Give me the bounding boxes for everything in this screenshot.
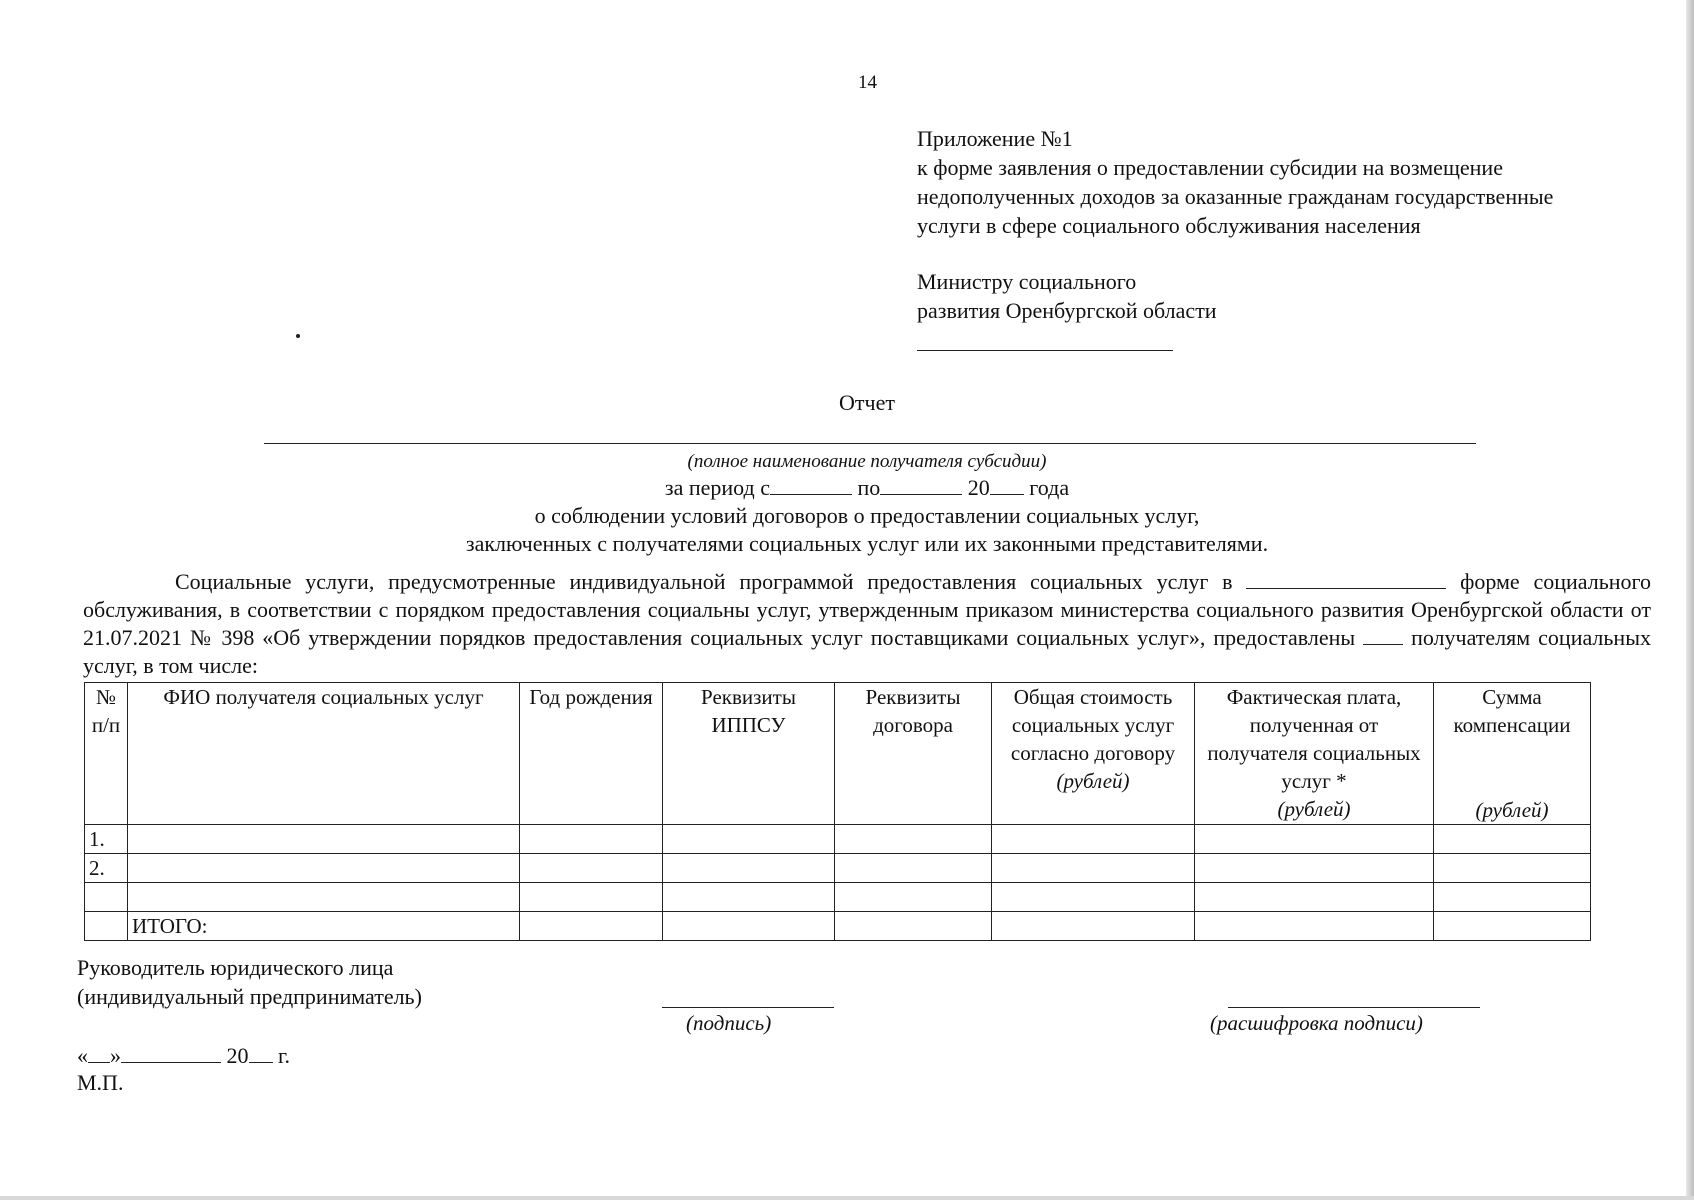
table-row — [85, 854, 1591, 883]
recipients-count-blank — [1363, 626, 1403, 645]
organization-name-blank — [264, 443, 1476, 444]
col-header-birth-year: Год рождения — [520, 683, 663, 825]
signature-blank — [662, 1007, 834, 1008]
unit-label: (рублей) — [1475, 798, 1549, 822]
col-header-actual-payment: Фактическая плата, полученная от получателя социальных услуг * (рублей) — [1195, 683, 1434, 825]
cell-fio — [128, 883, 520, 912]
organization-caption: (полное наименование получателя субсидии) — [687, 451, 1047, 472]
month-blank — [121, 1044, 221, 1063]
cell-compensation — [1434, 854, 1591, 883]
cell-contract — [835, 825, 992, 854]
cell-fio — [128, 854, 520, 883]
cell-compensation — [1434, 883, 1591, 912]
cell-actual-payment — [1195, 912, 1434, 941]
subject-line-1: о соблюдении условий договоров о предоставлении социальных услуг, — [534, 503, 1200, 528]
signer-line-2: (индивидуальный предприниматель) — [77, 984, 422, 1009]
cell-birth-year — [520, 854, 663, 883]
scan-speck — [296, 334, 300, 338]
cell-birth-year — [520, 912, 663, 941]
appendix-line: услуги в сфере социального обслуживания населения — [917, 213, 1421, 238]
body-paragraph: Социальные услуги, предусмотренные индивидуальной программой предоставления социальных услуг в форме социального обслуживания, в соответствии с порядком предоставления социальны услуг, утвержденным приказом министерства социального развития Оренбургской области от 21.07.2021 № 398 «Об утверждении порядков предоставления социальных услуг поставщиками социальных услуг», предоставлены получателям социальных услуг, в том числе: — [83, 569, 1651, 678]
cell-compensation — [1434, 825, 1591, 854]
col-header-num: № п/п — [85, 683, 128, 825]
cell-ippsu — [663, 854, 835, 883]
signature-caption: (подпись) — [686, 1011, 772, 1035]
cell-ippsu — [663, 912, 835, 941]
unit-label: (рублей) — [1056, 769, 1130, 793]
cell-empty — [85, 912, 128, 941]
recipient-line-1: Министру социального — [917, 269, 1137, 294]
cell-total-cost — [992, 883, 1195, 912]
cell-contract — [835, 912, 992, 941]
col-header-ippsu: Реквизиты ИППСУ — [663, 683, 835, 825]
cell-fio — [128, 825, 520, 854]
cell-total-cost — [992, 912, 1195, 941]
col-header-total-cost: Общая стоимость социальных услуг согласно договору (рублей) — [992, 683, 1195, 825]
unit-label: (рублей) — [1277, 797, 1351, 821]
cell-total-cost — [992, 854, 1195, 883]
period-to-blank — [880, 476, 962, 495]
row-number — [85, 883, 128, 912]
appendix-line: к форме заявления о предоставлении субсидии на возмещение — [917, 155, 1503, 180]
page-number: 14 — [858, 72, 877, 93]
services-table — [84, 682, 1591, 941]
cell-compensation — [1434, 912, 1591, 941]
date-line: « » 20 г. — [77, 1043, 291, 1068]
scan-edge-bottom — [0, 1196, 1694, 1200]
report-title: Отчет — [839, 390, 895, 415]
appendix-line: недополученных доходов за оказанные гражданам государственные — [917, 184, 1554, 209]
stamp-label: М.П. — [77, 1070, 124, 1095]
scan-edge-right — [1686, 0, 1694, 1200]
table-row — [85, 825, 1591, 854]
table-row — [85, 883, 1591, 912]
appendix-block — [917, 124, 1553, 240]
col-header-compensation: Сумма компенсации (рублей) — [1434, 683, 1591, 825]
cell-birth-year — [520, 825, 663, 854]
period-from-blank — [770, 476, 852, 495]
cell-actual-payment — [1195, 825, 1434, 854]
cell-contract — [835, 854, 992, 883]
decryption-caption: (расшифровка подписи) — [1210, 1011, 1423, 1035]
recipient-block — [917, 267, 1217, 325]
service-form-blank — [1246, 570, 1446, 589]
cell-ippsu — [663, 825, 835, 854]
col-header-fio: ФИО получателя социальных услуг — [128, 683, 520, 825]
table-total-row — [85, 912, 1591, 941]
col-header-contract: Реквизиты договора — [835, 683, 992, 825]
cell-contract — [835, 883, 992, 912]
subject-line-2: заключенных с получателями социальных услуг или их законными представителями. — [465, 531, 1269, 556]
period-line: за период с по 20 года — [664, 475, 1070, 500]
total-label: ИТОГО: — [128, 912, 520, 941]
period-year-blank — [990, 476, 1024, 495]
cell-birth-year — [520, 883, 663, 912]
cell-ippsu — [663, 883, 835, 912]
cell-actual-payment — [1195, 854, 1434, 883]
row-number: 2. — [85, 854, 128, 883]
row-number: 1. — [85, 825, 128, 854]
cell-actual-payment — [1195, 883, 1434, 912]
decryption-blank — [1228, 1007, 1480, 1008]
appendix-title: Приложение №1 — [917, 126, 1073, 151]
signer-line-1: Руководитель юридического лица — [77, 955, 394, 980]
signer-block — [77, 953, 422, 1011]
recipient-name-blank — [917, 350, 1173, 351]
year-blank — [249, 1044, 273, 1063]
day-blank — [88, 1044, 110, 1063]
cell-total-cost — [992, 825, 1195, 854]
recipient-line-2: развития Оренбургской области — [917, 298, 1217, 323]
table-header-row — [85, 683, 1591, 825]
